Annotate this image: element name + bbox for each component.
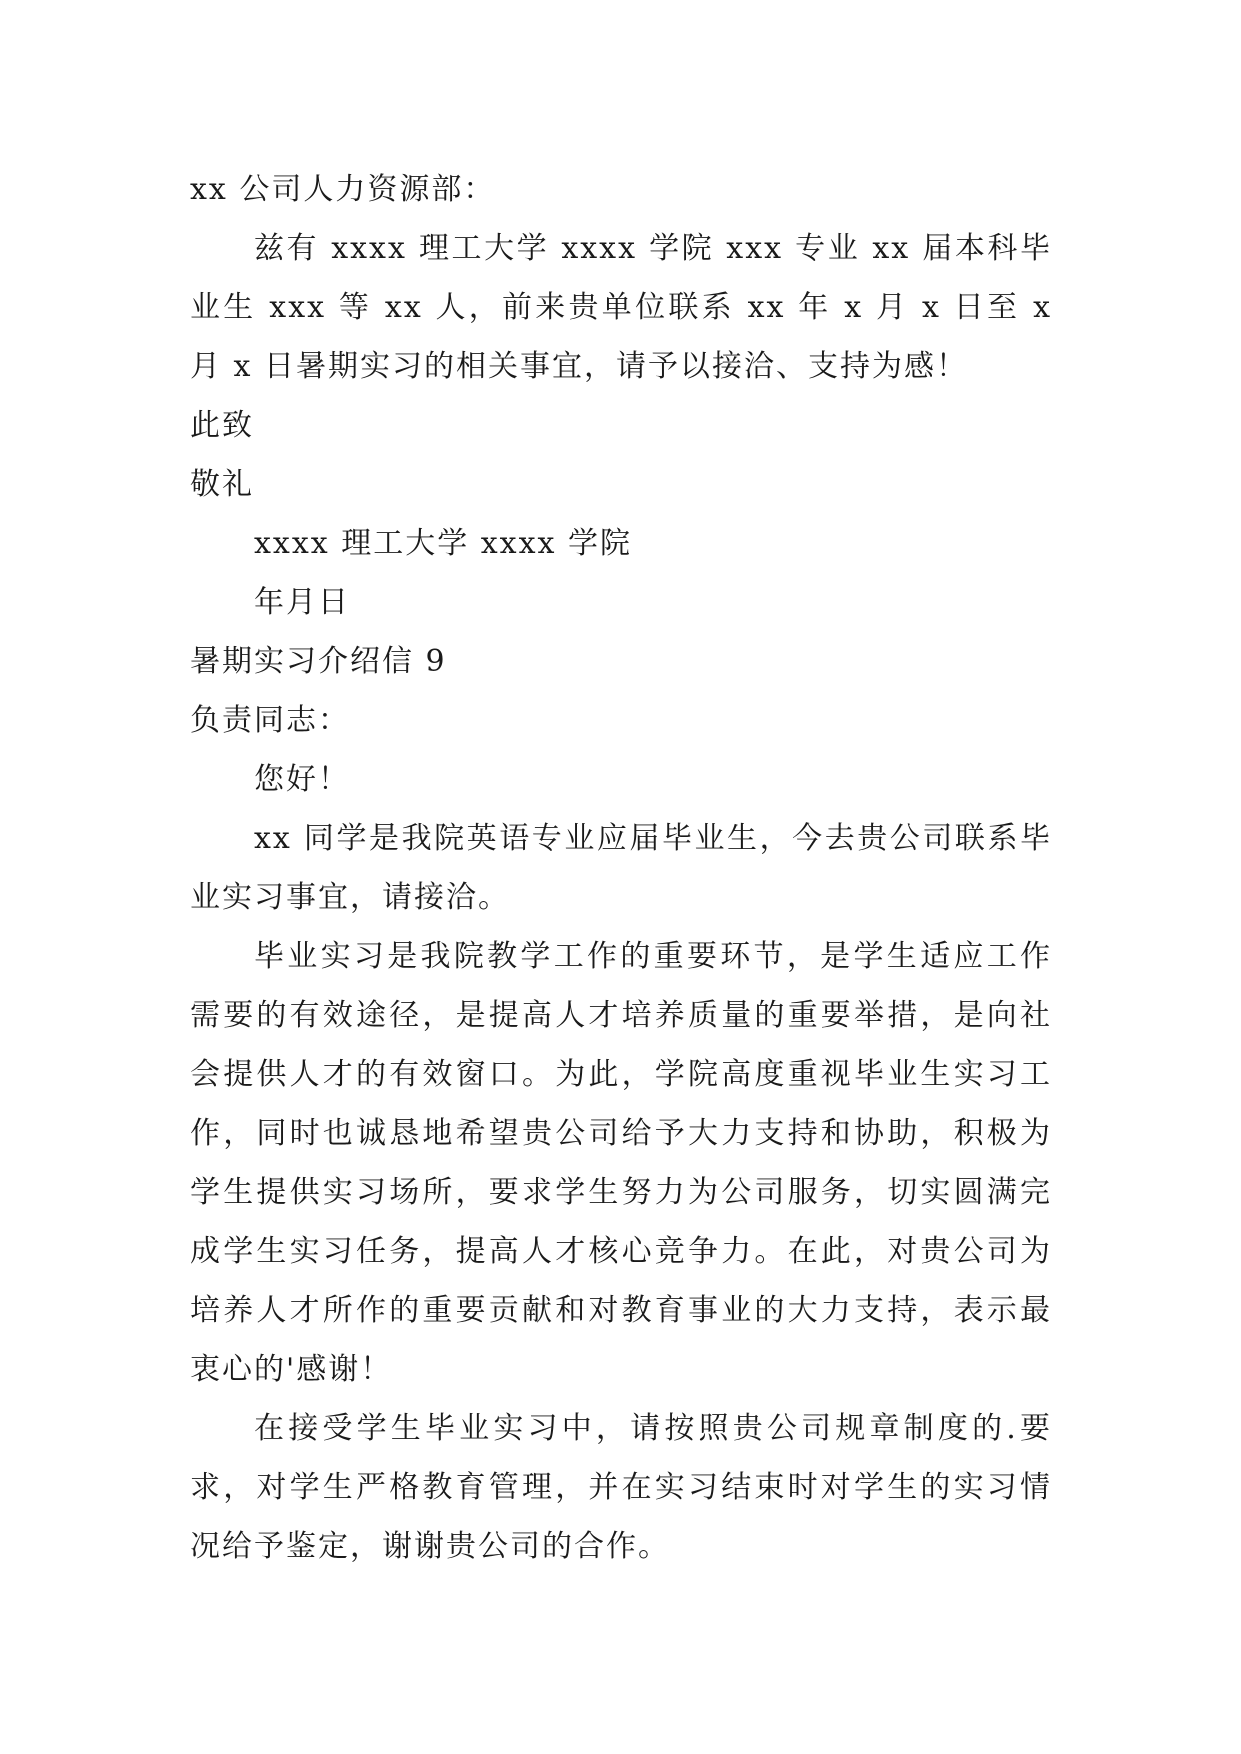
letter1-body: 兹有 xxxx 理工大学 xxxx 学院 xxx 专业 xx 届本科毕业生 xxx 等 xx 人，前来贵单位联系 xx 年 x 月 x 日至 x 月 x 日暑期实习的相关事宜，请予以接洽、支持为感！ xyxy=(190,231,1052,384)
letter2-paragraph-3: 在接受学生毕业实习中，请按照贵公司规章制度的.要求，对学生严格教育管理，并在实习结束时对学生的实习情况给予鉴定，谢谢贵公司的合作。 xyxy=(190,1411,1052,1564)
letter1-signature: xxxx 理工大学 xxxx 学院 xyxy=(254,526,632,561)
letter1-closing-jingli: 敬礼 xyxy=(190,467,254,502)
letter2-paragraph-2: 毕业实习是我院教学工作的重要环节，是学生适应工作需要的有效途径，是提高人才培养质量的重要举措，是向社会提供人才的有效窗口。为此，学院高度重视毕业生实习工作，同时也诚恳地希望贵公司给予大力支持和协助，积极为学生提供实习场所，要求学生努力为公司服务，切实圆满完成学生实习任务，提高人才核心竞争力。在此，对贵公司为培养人才所作的重要贡献和对教育事业的大力支持，表示最衷心的'感谢！ xyxy=(190,939,1052,1387)
letter2-paragraph-1: xx 同学是我院英语专业应届毕业生，今去贵公司联系毕业实习事宜，请接洽。 xyxy=(190,821,1052,915)
letter2-title: 暑期实习介绍信 9 xyxy=(190,644,447,679)
letter1-salutation: xx 公司人力资源部： xyxy=(190,172,496,207)
letter1-closing-cizhi: 此致 xyxy=(190,408,254,443)
letter2-greeting: 您好！ xyxy=(254,762,350,797)
letter1-date: 年月日 xyxy=(254,585,350,620)
document-body xyxy=(190,160,1052,1576)
letter2-salutation: 负责同志： xyxy=(190,703,350,738)
